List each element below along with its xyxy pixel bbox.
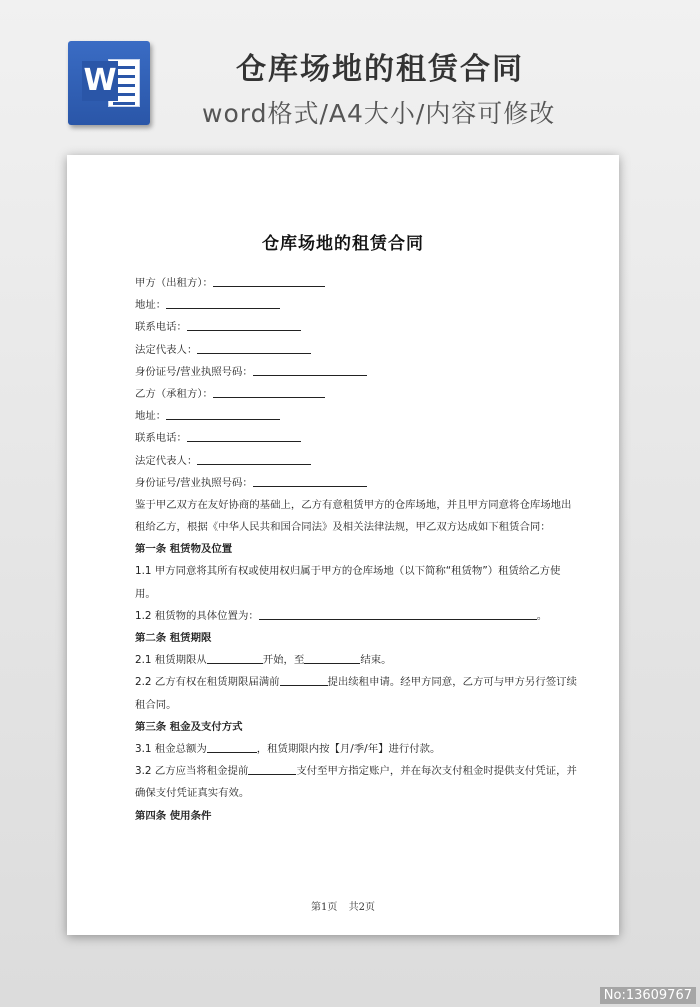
header [0,0,700,150]
party-field [135,361,580,383]
article-1-2 [135,605,580,627]
fill-blank [197,452,311,465]
article-3-2 [135,760,580,804]
article-2-2 [135,671,580,715]
word-logo-letter: W [82,61,118,101]
page-title: 仓库场地的租赁合同 [236,52,524,87]
clause-text: 。 [536,609,548,622]
article-4-heading: 第四条 使用条件 [135,809,212,822]
clause-text: 开始，至 [262,654,305,667]
article-3-1 [135,738,580,760]
fill-blank [280,673,328,686]
document-title: 仓库场地的租赁合同 [262,234,424,254]
fill-blank [187,429,301,442]
clause-text: 1.2 租赁物的具体位置为： [135,609,259,622]
fill-blank [166,296,280,309]
page-subtitle: word格式/A4大小/内容可修改 [202,99,556,128]
fill-blank [253,474,367,487]
document-body [135,272,580,827]
clause-text: 2.2 乙方有权在租赁期限届满前 [135,676,280,689]
field-label: 法定代表人： [135,343,198,356]
page-footer [67,898,619,913]
field-label: 地址： [135,299,167,312]
fill-blank [213,385,325,398]
clause-text: ，租赁期限内按【月/季/年】进行付款。 [256,743,441,756]
clause-text: 3.1 租金总额为 [135,743,207,756]
fill-blank [207,740,257,753]
party-field [135,450,580,472]
clause-text: 提出续租申请。经甲方同意，乙方可与甲方另行签订续租合同。 [135,676,577,711]
party-field [135,427,580,449]
party-field [135,272,580,294]
fill-blank [259,607,537,620]
field-label: 地址： [135,410,167,423]
field-label: 乙方（承租方）： [135,387,213,400]
field-label: 联系电话： [135,321,187,334]
fill-blank [253,363,367,376]
article-1-heading: 第一条 租赁物及位置 [135,543,233,556]
field-label: 甲方（出租方）： [135,277,213,289]
fill-blank [187,318,301,331]
field-label: 身份证号/营业执照号码： [135,365,253,378]
article-2-heading: 第二条 租赁期限 [135,632,212,645]
article-3-heading: 第三条 租金及支付方式 [135,720,243,733]
party-field [135,405,580,427]
preamble-paragraph: 鉴于甲乙双方在友好协商的基础上，乙方有意租赁甲方的仓库场地，并且甲方同意将仓库场地出租给乙方，根据《中华人民共和国合同法》及相关法律法规，甲乙双方达成如下租赁合同： [135,498,572,534]
field-label: 法定代表人： [135,454,198,467]
clause-text: 3.2 乙方应当将租金提前 [135,765,249,778]
article-1-1: 1.1 甲方同意将其所有权或使用权归属于甲方的仓库场地（以下简称“租赁物”）租赁给乙方使用。 [135,565,561,600]
party-field [135,316,580,338]
clause-text: 2.1 租赁期限从 [135,654,207,667]
fill-blank [304,651,360,664]
party-field [135,339,580,361]
fill-blank [248,762,296,775]
page-number: 第1页 [311,902,338,913]
word-icon [68,41,150,125]
clause-text: 结束。 [360,654,392,667]
field-label: 身份证号/营业执照号码： [135,476,253,489]
clause-text: 支付至甲方指定账户，并在每次支付租金时提供支付凭证，并确保支付凭证真实有效。 [135,765,577,800]
article-2-1 [135,649,580,671]
party-field [135,472,580,494]
image-id-watermark: No:13609767 [600,987,696,1004]
party-field [135,294,580,316]
party-field [135,383,580,405]
document-page [67,155,619,935]
fill-blank [166,407,280,420]
field-label: 联系电话： [135,432,187,445]
page-total: 共2页 [348,902,375,913]
fill-blank [213,274,325,287]
fill-blank [207,651,263,664]
fill-blank [197,341,311,354]
